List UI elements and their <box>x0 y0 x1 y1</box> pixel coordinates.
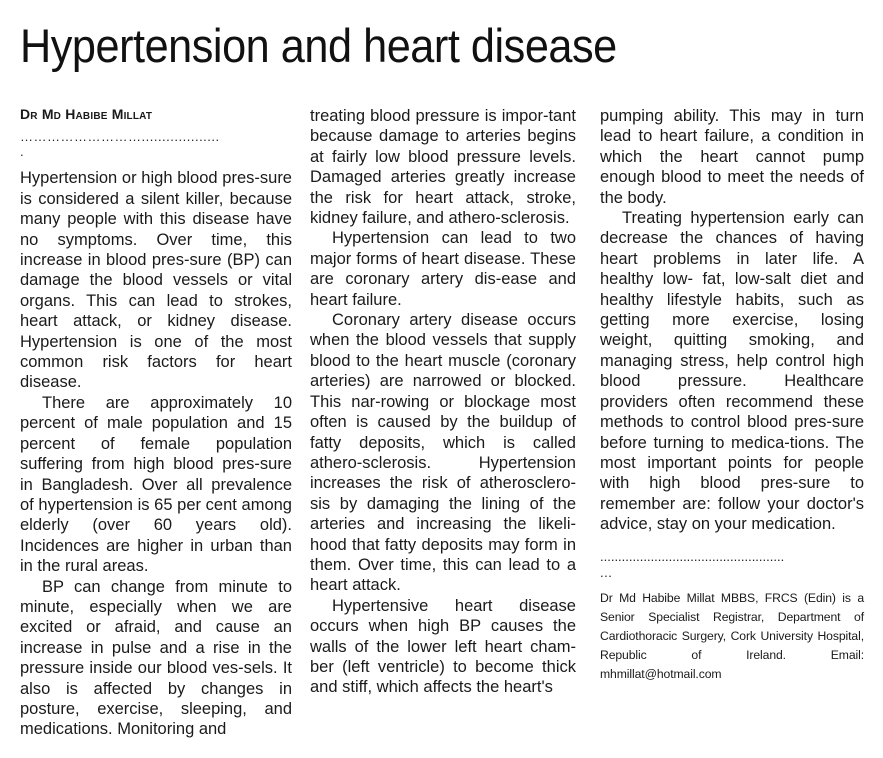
paragraph: BP can change from minute to minute, especially when we are excited or afraid, and cause an increase in pulse and a rise in the pressure inside our blood ves-sels. It also is affected by changes in posture, exercise, sleeping, and medications. Monitoring and <box>20 577 292 739</box>
paragraph: Hypertension or high blood pres-sure is considered a silent killer, because many people with this disease have no symptoms. Over time, this increase in blood pres-sure (BP) can damage the blood vessels or vital organs. This can lead to strokes, heart attack, or kidney disease. Hypertension is one of the most common risk factors for heart disease. <box>20 169 292 392</box>
paragraph: treating blood pressure is impor-tant because damage to arteries begins at fairly low blood pressure levels. Damaged arteries greatly increase the risk for heart attack, stroke, kidney failure, and athero-sclerosis. <box>310 107 576 228</box>
paragraph: Treating hypertension early can decrease the chances of having heart problems in later life. A healthy low- fat, low-salt diet and healthy lifestyle habits, such as getting more exercise, losing weight, quitting smoking, and managing stress, help control high blood pressure. Healthcare providers often recommend these methods to control blood pres-sure before turning to medica-tions. The most important points for people with high blood pres-sure to remember are: follow your doctor's advice, stay on your medication. <box>600 209 864 534</box>
paragraph: Hypertensive heart disease occurs when high BP causes the walls of the lower left heart cham-ber (left ventricle) to become thick and stiff, which affects the heart's <box>310 596 576 697</box>
byline-rule: ………………………................... <box>20 130 220 145</box>
end-rule-tail: ... <box>600 564 613 580</box>
paragraph: There are approximately 10 percent of male population and 15 percent of female population suffering from high blood pres-sure in Bangladesh. Over all prevalence of hypertension is 65 per cent among elderly (over 60 years old). Incidences are higher in urban than in the rural areas. <box>20 393 292 576</box>
article-column-2 <box>310 106 576 698</box>
article-column-1 <box>20 104 292 740</box>
article-headline: Hypertension and heart disease <box>20 19 617 72</box>
article-column-3 <box>600 106 864 684</box>
author-bio: Dr Md Habibe Millat MBBS, FRCS (Edin) is a Senior Specialist Registrar, Department of Cardiothoracic Surgery, Cork University Hospital, Republic of Ireland. Email: mhmillat@hotmail.com <box>600 590 864 681</box>
paragraph: Hypertension can lead to two major forms of heart disease. These are coronary artery dis-ease and heart failure. <box>310 229 576 309</box>
author-byline: Dr Md Habibe Millat <box>20 106 153 122</box>
paragraph: pumping ability. This may in turn lead to heart failure, a condition in which the heart cannot pump enough blood to meet the needs of the body. <box>600 107 864 207</box>
paragraph: Coronary artery disease occurs when the blood vessels that supply blood to the heart muscle (coronary arteries) are narrowed or blocked. This nar-rowing or blockage most often is caused by the buildup of fatty deposits, which is called athero-sclerosis. Hypertension increases the risk of atherosclero-sis by damaging the lining of the arteries and increasing the likeli-hood that fatty deposits may form in them. Over time, this can lead to a heart attack. <box>310 311 576 595</box>
end-rule: ................................................... <box>600 548 785 564</box>
byline-rule-tail: . <box>20 144 25 160</box>
